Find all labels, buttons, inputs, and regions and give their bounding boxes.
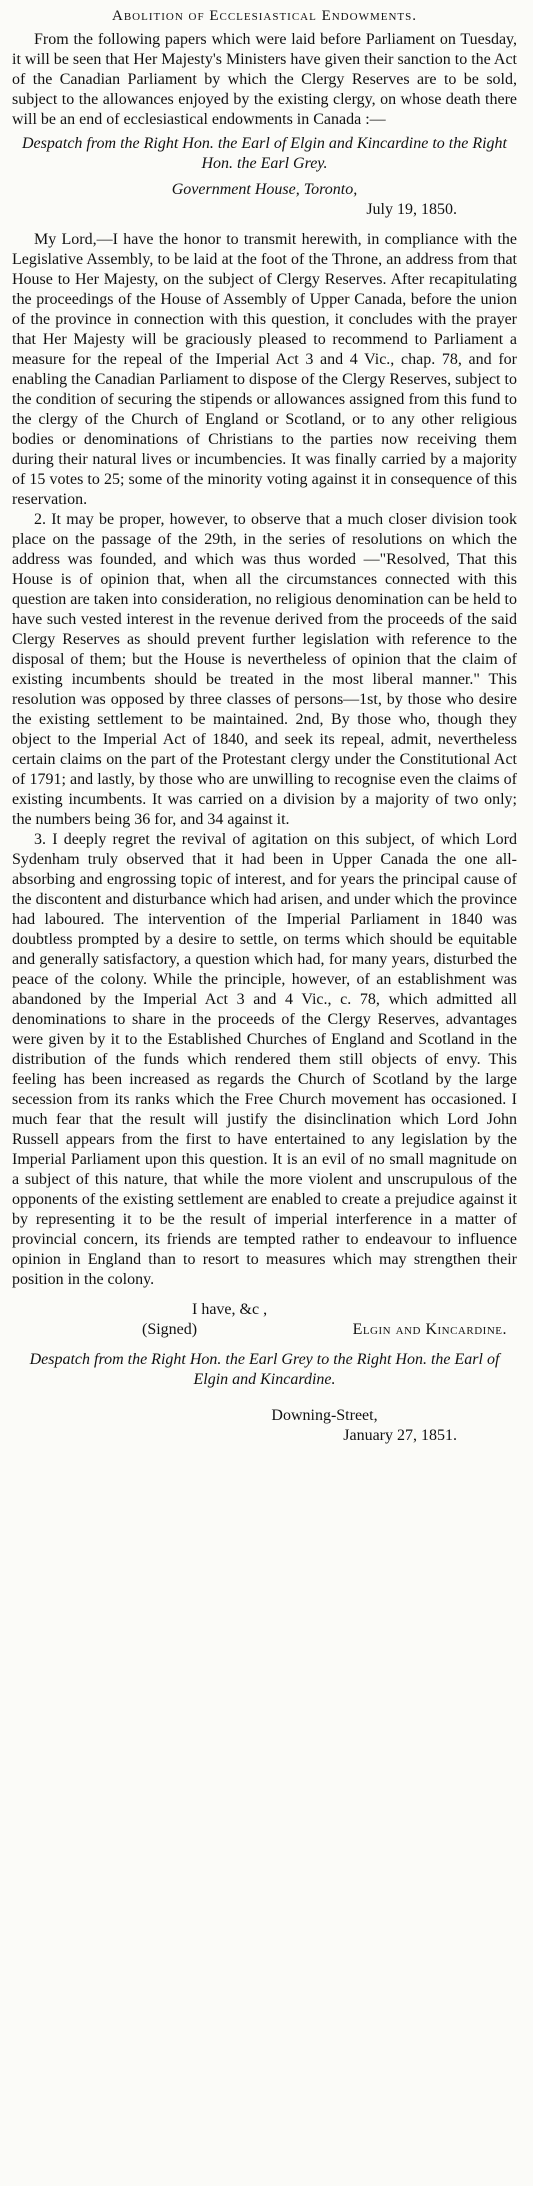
intro-paragraph: From the following papers which were laid before Parliament on Tuesday, it will be seen that Her Majesty's Ministers have given their sanction to the Act of the Canadian Parliament by which the Clergy Reserves are to be sold, subject to the allowances enjoyed by the existing clergy, on whose death there will be an end of ecclesiastical endowments in Canada :—	[12, 31, 517, 128]
letter-paragraph-3: 3. I deeply regret the revival of agitation on this subject, of which Lord Sydenham truly observed that it had been in Upper Canada the one all-absorbing and engrossing topic of interest, and for years the principal cause of the discontent and disturbance which had arisen, and under which the province had laboured. The intervention of the Imperial Parliament in 1840 was doubtless prompted by a desire to settle, on terms which should be equitable and generally satisfactory, a question which had, for many years, disturbed the peace of the colony. While the principle, however, of an establishment was abandoned by the Imperial Act 3 and 4 Vic., c. 78, which admitted all denominations to share in the proceeds of the Clergy Reserves, advantages were given by it to the Established Churches of England and Scotland in the distribution of the funds which rendered them still objects of envy. This feeling has been increased as regards the Church of Scotland by the large secession from its ranks which the Free Church movement has occasioned. I much fear that the result will justify the disinclination which Lord John Russell appears from the first to have entertained to any legislation by the Imperial Parliament upon this question. It is an evil of no small magnitude on a subject of this nature, that while the more violent and unscrupulous of the opponents of the existing settlement are enabled to create a prejudice against it by representing it to be the result of imperial interference in a matter of provincial concern, its friends are tempted rather to endeavour to influence opinion in England than to resort to measures which may strengthen their position in the colony.	[12, 831, 517, 1288]
dateline-date-2: January 27, 1851.	[343, 1427, 457, 1444]
closing-salutation: I have, &c ,	[192, 1301, 268, 1318]
letter-paragraph-1: My Lord,—I have the honor to transmit herewith, in compliance with the Legislative Assembly, to be laid at the foot of the Throne, an address from that House to Her Majesty, on the subject of Clergy Reserves. After recapitulating the proceedings of the House of Assembly of Upper Canada, before the union of the province in connection with this question, it concludes with the prayer that Her Majesty will be graciously pleased to recommend to Parliament a measure for the repeal of the Imperial Act 3 and 4 Vic., chap. 78, and for enabling the Canadian Parliament to dispose of the Clergy Reserves, subject to the condition of securing the stipends or allowances assigned from this fund to the clergy of the Church of England or Scotland, or to any other religious bodies or denominations of Christians to the parties now receiving them during their natural lives or incumbencies. It was finally carried by a majority of 15 votes to 25; some of the minority voting against it in consequence of this reservation.	[12, 231, 517, 508]
dateline-date: July 19, 1850.	[366, 201, 457, 218]
signature-line	[12, 1320, 517, 1340]
signed-label: (Signed)	[142, 1321, 198, 1338]
letter-closing	[12, 1300, 517, 1340]
dateline-place-2: Downing-Street,	[271, 1407, 378, 1424]
signatory-name: Elgin and Kincardine.	[352, 1321, 507, 1338]
dateline-place: Government House, Toronto,	[171, 181, 358, 198]
despatch-heading-grey: Despatch from the Right Hon. the Earl Grey to the Right Hon. the Earl of Elgin and Kincardine.	[29, 1351, 500, 1388]
letter-paragraph-2: 2. It may be proper, however, to observe that a much closer division took place on the passage of the 29th, in the series of resolutions on which the address was founded, and which was thus worded —"Resolved, That this House is of opinion that, when all the circumstances connected with this question are taken into consideration, no religious denomination can be held to have such vested interest in the revenue derived from the proceeds of the said Clergy Reserves as should prevent further legislation with reference to the disposal of them; but the House is nevertheless of opinion that the claim of existing incumbents should be treated in the most liberal manner." This resolution was opposed by three classes of persons—1st, by those who desire the existing settlement to be maintained. 2nd, By those who, though they object to the Imperial Act of 1840, and seek its repeal, admit, nevertheless certain claims on the part of the Protestant clergy under the Constitutional Act of 1791; and lastly, by those who are unwilling to recognise even the claims of existing incumbents. It was carried on a division by a majority of two only; the numbers being 36 for, and 34 against it.	[12, 511, 517, 828]
article-title: Abolition of Ecclesiastical Endowments.	[112, 8, 417, 24]
despatch-heading-elgin: Despatch from the Right Hon. the Earl of Elgin and Kincardine to the Right Hon. the Earl Grey.	[22, 135, 507, 172]
